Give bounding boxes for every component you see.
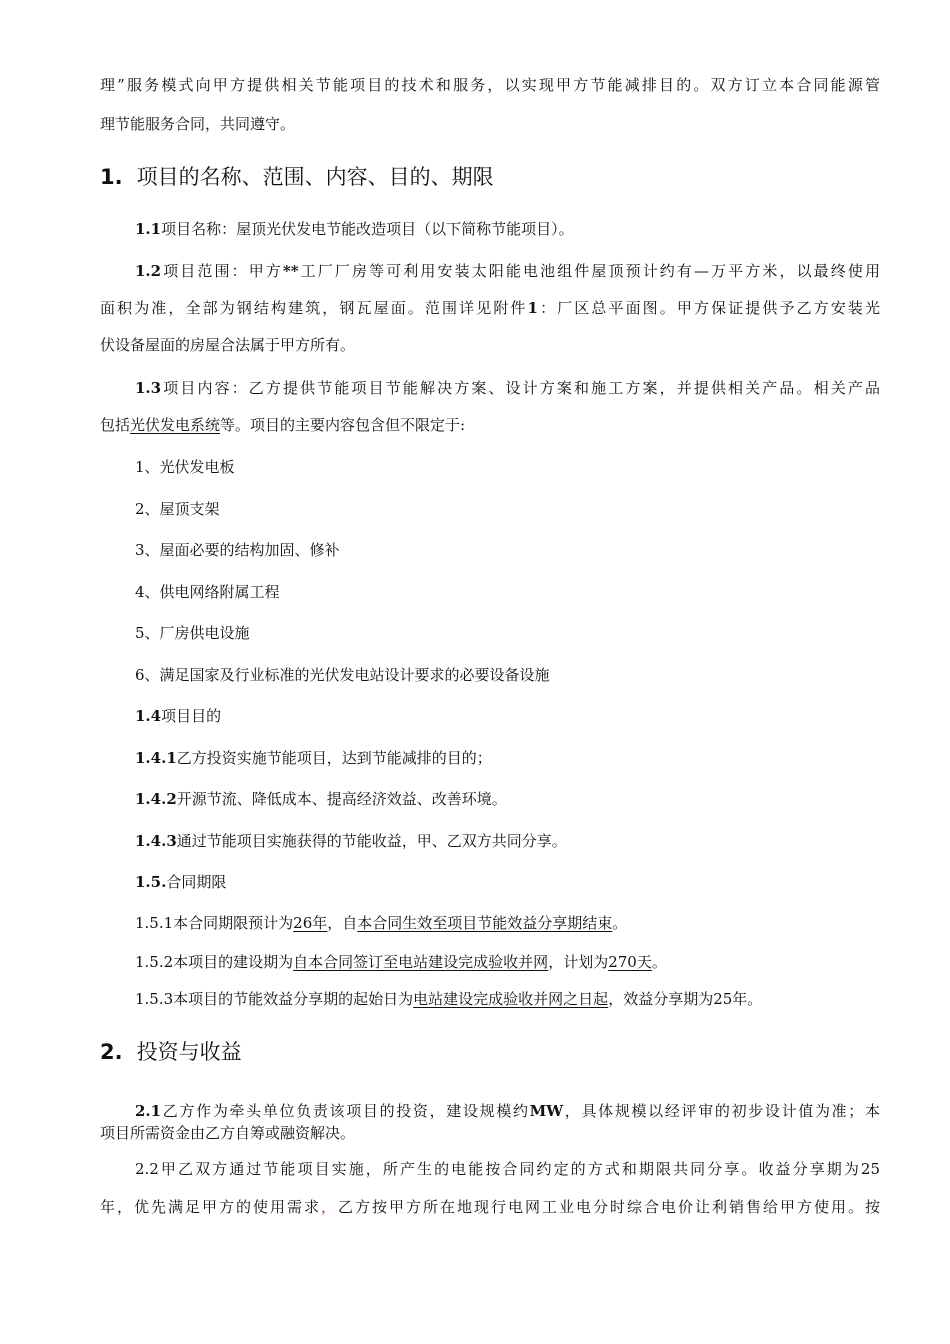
clause-text: 乙方投资实施节能项目，达到节能减排的目的； xyxy=(176,749,492,767)
clause-text: 面积为准，全部为钢结构建筑，钢瓦屋面。范围详见附件 xyxy=(100,299,528,317)
list-item: 2、屋顶支架 xyxy=(135,500,220,518)
attachment-number: 1 xyxy=(527,299,538,317)
clause-1-5-2 xyxy=(135,952,667,972)
list-item: 1、光伏发电板 xyxy=(135,458,235,476)
clause-1-2-line-2 xyxy=(100,298,880,318)
underlined-term: 光伏发电系统 xyxy=(130,416,221,434)
list-item: 3、屋面必要的结构加固、修补 xyxy=(135,541,340,559)
clause-text: 乙方作为牵头单位负责该项目的投资，建设规模约 xyxy=(161,1102,530,1120)
section-2-title: 投资与收益 xyxy=(136,1040,242,1064)
clause-number: 1.4 xyxy=(135,707,162,725)
clause-number: 2.1 xyxy=(135,1102,162,1120)
clause-2-2-line-1: 2.2甲乙双方通过节能项目实施，所产生的电能按合同约定的方式和期限共同分享。收益分享期为25 xyxy=(135,1160,880,1178)
clause-text: 等。项目的主要内容包含但不限定于: xyxy=(220,416,466,434)
clause-1-4-1 xyxy=(135,748,492,768)
clause-text: 包括 xyxy=(100,416,131,434)
clause-1-4 xyxy=(135,706,221,726)
clause-1-3-line-1 xyxy=(135,378,880,398)
clause-text: ，计划为 xyxy=(548,953,609,971)
section-1-heading xyxy=(100,163,494,191)
clause-1-4-3 xyxy=(135,831,567,851)
clause-text: 年，优先满足甲方的使用需求 xyxy=(100,1198,321,1216)
clause-number: 1.5. xyxy=(135,873,167,891)
section-2-heading xyxy=(100,1038,242,1066)
clause-1-5-3 xyxy=(135,989,762,1009)
clause-text: ：厂区总平面图。甲方保证提供予乙方安装光 xyxy=(537,299,880,317)
clause-text: 开源节流、降低成本、提高经济效益、改善环境。 xyxy=(176,790,507,808)
intro-line-1: 理”服务模式向甲方提供相关节能项目的技术和服务，以实现甲方节能减排目的。双方订立本合同能源管 xyxy=(100,76,880,94)
list-item: 6、满足国家及行业标准的光伏发电站设计要求的必要设备设施 xyxy=(135,666,550,684)
underlined-term: 自本合同签订至电站建设完成验收并网 xyxy=(293,953,549,971)
clause-text: 工厂厂房等可利用安装太阳能电池组件屋顶预计约有—万平方米，以最终使用 xyxy=(298,262,880,280)
clause-text: 项目范围：甲方 xyxy=(161,262,283,280)
clause-1-2-line-3: 伏设备屋面的房屋合法属于甲方所有。 xyxy=(100,336,356,354)
clause-text: 1.5.1本合同期限预计为 xyxy=(135,914,294,932)
clause-text: 1.5.2本项目的建设期为 xyxy=(135,953,294,971)
clause-number: 1.4.2 xyxy=(135,790,177,808)
clause-text: ，效益分享期为25年。 xyxy=(608,990,763,1008)
intro-line-2: 理节能服务合同，共同遵守。 xyxy=(100,115,296,133)
clause-2-1-line-1 xyxy=(135,1101,880,1121)
clause-text: 项目内容：乙方提供节能项目节能解决方案、设计方案和施工方案，并提供相关产品。相关产品 xyxy=(161,379,880,397)
clause-number: 1.1 xyxy=(135,220,162,238)
underlined-term: 270天 xyxy=(608,953,652,971)
clause-text: ，自 xyxy=(327,914,358,932)
clause-1-5-1 xyxy=(135,913,627,933)
clause-text: 。 xyxy=(651,953,667,971)
clause-text: 通过节能项目实施获得的节能收益，甲、乙双方共同分享。 xyxy=(176,832,567,850)
clause-2-2-line-2 xyxy=(100,1197,880,1217)
clause-number: 1.4.1 xyxy=(135,749,177,767)
section-2-number: 2. xyxy=(100,1040,123,1064)
clause-number: 1.4.3 xyxy=(135,832,177,850)
clause-text: 项目目的 xyxy=(161,707,222,725)
clause-2-1-line-2: 项目所需资金由乙方自筹或融资解决。 xyxy=(100,1124,356,1142)
clause-number: 1.2 xyxy=(135,262,162,280)
clause-text: 项目名称：屋顶光伏发电节能改造项目（以下简称节能项目）。 xyxy=(161,220,574,238)
clause-1-5 xyxy=(135,872,226,892)
section-1-title: 项目的名称、范围、内容、目的、期限 xyxy=(136,165,494,189)
clause-text: 。 xyxy=(612,914,628,932)
clause-1-2-line-1 xyxy=(135,261,880,281)
placeholder-stars: ** xyxy=(282,262,299,280)
clause-text: 乙方按甲方所在地现行电网工业电分时综合电价让利销售给甲方使用。按 xyxy=(338,1198,880,1216)
underlined-term: 本合同生效至项目节能效益分享期结束 xyxy=(357,914,613,932)
clause-1-3-line-2 xyxy=(100,415,465,435)
underlined-term: 电站建设完成验收并网之日起 xyxy=(413,990,609,1008)
unit-mw: MW xyxy=(529,1102,564,1120)
red-comma: ， xyxy=(321,1198,338,1216)
clause-text: ，具体规模以经评审的初步设计值为准；本 xyxy=(563,1102,880,1120)
clause-number: 1.3 xyxy=(135,379,162,397)
list-item: 4、供电网络附属工程 xyxy=(135,583,280,601)
underlined-term: 26年 xyxy=(293,914,328,932)
clause-1-4-2 xyxy=(135,789,507,809)
clause-text: 合同期限 xyxy=(166,873,227,891)
clause-text: 1.5.3本项目的节能效益分享期的起始日为 xyxy=(135,990,414,1008)
clause-1-1 xyxy=(135,219,574,239)
section-1-number: 1. xyxy=(100,165,123,189)
list-item: 5、厂房供电设施 xyxy=(135,624,250,642)
